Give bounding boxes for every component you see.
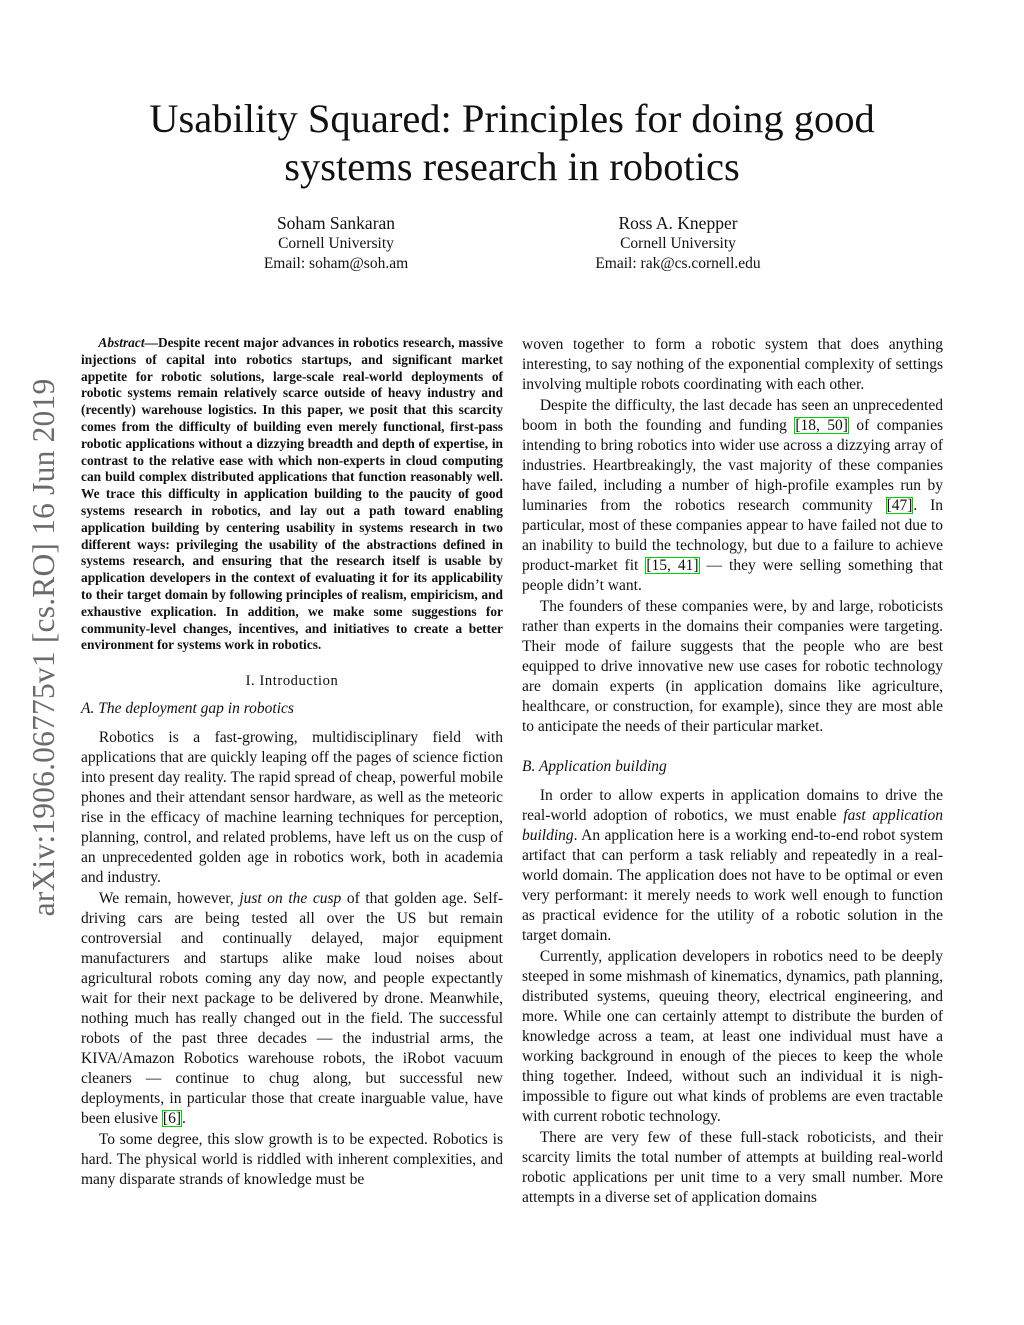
right-column: [522, 335, 943, 1209]
paragraph: To some degree, this slow growth is to be expected. Robotics is hard. The physical world is riddled with inherent complexities, and many disparate strands of knowledge must be: [81, 1131, 503, 1189]
emphasis-text: just on the cusp: [239, 890, 342, 908]
abstract: [81, 335, 503, 654]
author-name: Ross A. Knepper: [618, 213, 738, 233]
author-affiliation: Cornell University: [620, 235, 736, 252]
paper-title: Usability Squared: Principles for doing good systems research in robotics: [149, 96, 875, 189]
citation-link[interactable]: [6]: [162, 1110, 181, 1128]
citation-link[interactable]: [15, 41]: [646, 557, 699, 574]
paragraph: [522, 396, 943, 596]
paragraph-text: We remain, however,: [98, 890, 240, 908]
paragraph: woven together to form a robotic system that does anything interesting, to say nothing of the exponential complexity of settings involving multiple robots coordinating with each other.: [522, 336, 943, 393]
paragraph-text: Despite the difficulty, the last decade has seen an unprecedented boom in both the founding and funding: [522, 397, 943, 434]
section-heading-introduction: I. Introduction: [245, 673, 339, 690]
subsection-heading-application-building: B. Application building: [522, 758, 667, 775]
paragraph-text: — they were selling something that people didn’t want.: [522, 557, 943, 594]
left-column: [81, 335, 503, 1191]
author-email: Email: rak@cs.cornell.edu: [595, 255, 761, 272]
author-email: Email: soham@soh.am: [263, 255, 409, 272]
author-block-1: [186, 213, 486, 274]
author-block-2: [528, 213, 828, 274]
author-affiliation: Cornell University: [278, 235, 394, 252]
paragraph: Currently, application developers in robotics need to be deeply steeped in some mishmash of kinematics, dynamics, path planning, distributed systems, queuing theory, electrical engineering, and more. While one can certainly attempt to distribute the burden of knowledge across a team, at least one individual must have a working background in enough of the pieces to keep the whole thing together. Indeed, without such an individual it is nigh-impossible to figure out what kinds of problems are even tractable with current robotic technology.: [522, 948, 943, 1125]
abstract-label: Abstract: [98, 335, 145, 350]
paragraph-text: of companies intending to bring robotics into wider use across a dizzying array of industries. Heartbreakingly, the vast majority of these companies have failed, including a number of high-profile examples run by luminaries from the robotics research community: [522, 417, 943, 514]
paragraph: There are very few of these full-stack roboticists, and their scarcity limits the total number of attempts at building real-world robotic applications per unit time to a very small number. More attempts in a diverse set of application domains: [522, 1129, 943, 1206]
subsection-heading-deployment-gap: A. The deployment gap in robotics: [81, 700, 294, 718]
paragraph-text: . An application here is a working end-to-end robot system artifact that can perform a task reliably and repeatedly in a real-world domain. The application does not have to be optimal or even very performant: it merely needs to work well enough to function as practical evidence for the utility of a robotic solution in the target domain.: [522, 827, 943, 944]
arxiv-identifier: arXiv:1906.06775v1 [cs.RO] 16 Jun 2019: [26, 378, 61, 917]
citation-link[interactable]: [18, 50]: [795, 417, 848, 434]
paragraph-text: of that golden age. Self-driving cars are being tested all over the US but remain controversial and continually delayed, major equipment manufacturers and startups alike make loud noises about agricultural robots coming any day now, and people expectantly wait for their next package to be delivered by drone. Meanwhile, nothing much has really changed out in the field. The successful robots of the past three decades — the industrial arms, the KIVA/Amazon Robotics warehouse robots, the iRobot vacuum cleaners — continue to chug along, but successful new deployments, in particular those that create inarguable value, have been elusive: [81, 890, 504, 1128]
abstract-text: —Despite recent major advances in robotics research, massive injections of capital into robotics startups, and significant market appetite for robotic solutions, large-scale real-world deployments of robotic systems remain relatively scarce outside of heavy industry and (recently) warehouse logistics. In this paper, we posit that this scarcity comes from the difficulty of building even merely functional, first-pass robotic applications without a dizzying breadth and depth of expertise, in contrast to the relative ease with which non-experts in cloud computing can build complex distributed applications that function reasonably well. We trace this difficulty in application building to the paucity of good systems research in robotics, and lay out a path toward enabling application building by centering usability in systems research in two different ways: privileging the usability of the abstractions defined in systems research, and ensuring that the research itself is usable by application developers in the context of evaluating it for its applicability to their target domain by following principles of realism, empiricism, and exhaustive explication. In addition, we make some suggestions for community-level changes, incentives, and initiatives to create a better environment for systems work in robotics.: [81, 335, 503, 653]
paragraph: [81, 889, 503, 1129]
paragraph-text: In order to allow experts in application domains to drive the real-world adoption of robotics, we must enable: [522, 787, 943, 824]
paragraph: The founders of these companies were, by and large, roboticists rather than experts in the domains their companies were targeting. Their mode of failure suggests that the people who are best equipped to drive innovative new use cases for robotic technology are domain experts (in application domains like agriculture, healthcare, or construction, for example), since they are most able to anticipate the needs of their particular market.: [522, 598, 943, 735]
citation-link[interactable]: [47]: [886, 497, 913, 514]
emphasis-text: fast application building: [522, 807, 943, 844]
paragraph-text: . In particular, most of these companies appear to have failed not due to an inability to build the technology, but due to a failure to achieve product-market fit: [522, 497, 943, 574]
paragraph: [522, 786, 943, 946]
paragraph-text: .: [182, 1110, 186, 1128]
paragraph: Robotics is a fast-growing, multidisciplinary field with applications that are quickly leaping off the pages of science fiction into present day reality. The rapid spread of cheap, powerful mobile phones and their attendant sensor hardware, as well as the meteoric rise in the efficacy of machine learning techniques for perception, planning, control, and related problems, have left us on the cusp of an unprecedented golden age in robotics work, both in academia and industry.: [81, 729, 503, 887]
author-name: Soham Sankaran: [276, 213, 396, 233]
